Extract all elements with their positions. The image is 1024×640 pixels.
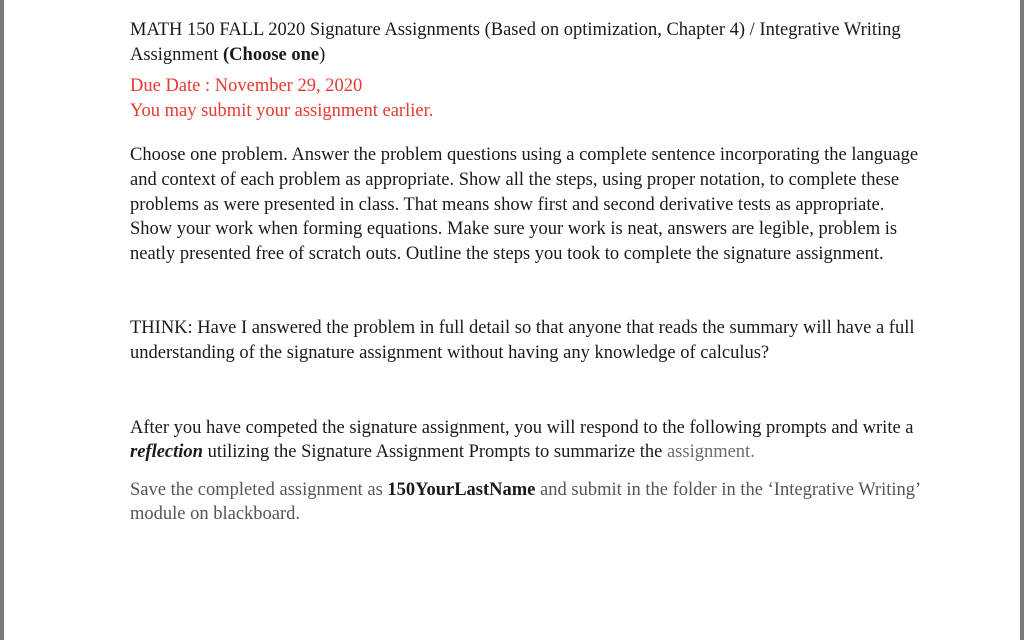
reflection-paragraph [130, 416, 930, 465]
due-date-block [130, 74, 930, 123]
early-submission-note: You may submit your assignment earlier. [130, 100, 434, 121]
reflection-text-start: After you have competed the signature assignment, you will respond to the following prompts and write a [130, 417, 914, 438]
save-text-start: Save the completed assignment as [130, 479, 388, 500]
filename-format: 150YourLastName [387, 479, 536, 500]
title-close-paren: ) [319, 44, 326, 65]
save-text-end: and submit in the folder in the ‘Integrative Writing’ module on blackboard. [130, 479, 920, 525]
think-paragraph: THINK: Have I answered the problem in full detail so that anyone that reads the summary will have a full understanding of the signature assignment without having any knowledge of calculus? [130, 318, 915, 363]
document-body [130, 18, 930, 527]
reflection-text-tail: assignment. [666, 442, 755, 463]
reflection-text-middle: utilizing the Signature Assignment Prompts to summarize the [202, 442, 667, 463]
title-choose-one: (Choose one [223, 44, 320, 65]
title-text: MATH 150 FALL 2020 Signature Assignments (Based on optimization, Chapter 4) / Integrative Writing Assignment [130, 20, 901, 65]
reflection-emphasis: reflection [130, 442, 203, 463]
due-date: Due Date : November 29, 2020 [130, 76, 363, 97]
save-instructions [130, 478, 930, 527]
instructions-paragraph: Choose one problem. Answer the problem questions using a complete sentence incorporating the language and context of each problem as appropriate. Show all the steps, using proper notation, to complete these problems as were presented in class. That means show first and second derivative tests as appropriate. Show your work when forming equations. Make sure your work is neat, answers are legible, problem is neatly presented free of scratch outs. Outline the steps you took to complete the signature assignment. [130, 145, 919, 264]
assignment-title [130, 18, 930, 67]
